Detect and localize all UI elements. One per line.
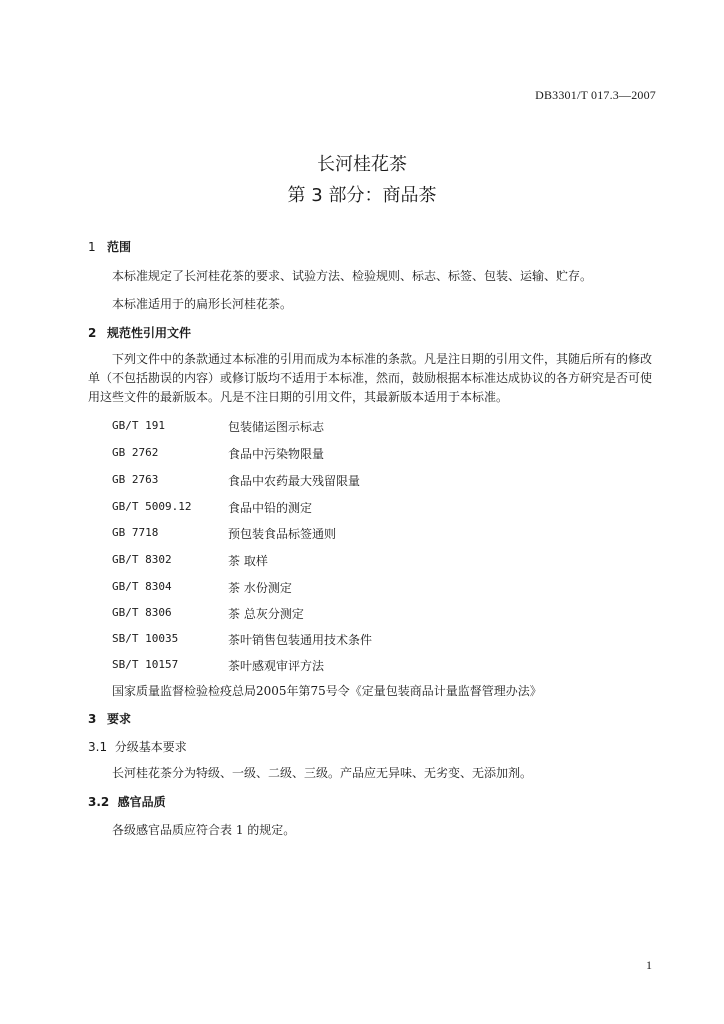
document-subtitle: 第 3 部分：商品茶 (287, 185, 437, 206)
reference-title: 茶 取样 (228, 554, 268, 568)
section-1-paragraph-1: 本标准规定了长河桂花茶的要求、试验方法、检验规则、标志、标签、包装、运输、贮存。 (112, 269, 593, 283)
reference-code: SB/T 10157 (112, 658, 179, 671)
section-3-heading (88, 710, 131, 727)
reference-code: GB/T 8302 (112, 553, 172, 566)
reference-code: GB/T 191 (112, 419, 165, 432)
section-1-heading (88, 238, 131, 255)
section-3-2-heading (88, 793, 166, 810)
reference-code: GB 7718 (112, 526, 159, 539)
section-2-intro: 下列文件中的条款通过本标准的引用而成为本标准的条款。凡是注日期的引用文件，其随后所有的修改单（不包括勘误的内容）或修订版均不适用于本标准，然而，鼓励根据本标准达成协议的各方研究是否可使用这些文件的最新版本。凡是不注日期的引用文件，其最新版本适用于本标准。 (88, 352, 653, 404)
reference-title: 食品中污染物限量 (228, 447, 325, 461)
reference-title: 食品中农药最大残留限量 (228, 474, 361, 488)
reference-title: 茶叶销售包装通用技术条件 (228, 633, 373, 647)
reference-title: 包装储运图示标志 (228, 420, 325, 434)
section-title: 要求 (107, 712, 132, 726)
reference-title: 茶 水份测定 (228, 581, 292, 595)
reference-code: GB 2763 (112, 473, 159, 486)
reference-code: GB/T 5009.12 (112, 500, 192, 513)
reference-code: GB 2762 (112, 446, 159, 459)
reference-title: 预包装食品标签通则 (228, 527, 337, 541)
reference-code: GB/T 8304 (112, 580, 172, 593)
section-3-1-heading (88, 738, 187, 755)
section-number: 3 (88, 712, 97, 726)
reference-code: SB/T 10035 (112, 632, 179, 645)
reference-code: GB/T 8306 (112, 606, 172, 619)
section-number: 1 (88, 240, 96, 254)
section-title: 范围 (107, 240, 132, 254)
section-2-heading (88, 324, 191, 341)
section-1-paragraph-2: 本标准适用于的扁形长河桂花茶。 (112, 297, 293, 311)
section-3-1-text: 长河桂花茶分为特级、一级、二级、三级。产品应无异味、无劣变、无添加剂。 (112, 766, 533, 780)
reference-title: 茶叶感观审评方法 (228, 659, 325, 673)
section-2-extra-reference: 国家质量监督检验检疫总局2005年第75号令《定量包装商品计量监督管理办法》 (112, 684, 542, 698)
section-3-2-text: 各级感官品质应符合表 1 的规定。 (112, 823, 296, 837)
subsection-number: 3.1 (88, 740, 108, 754)
section-title: 规范性引用文件 (107, 326, 192, 340)
section-number: 2 (88, 326, 97, 340)
document-title: 长河桂花茶 (317, 154, 407, 175)
subsection-number: 3.2 (88, 795, 110, 809)
reference-title: 茶 总灰分测定 (228, 607, 304, 621)
document-code: DB3301/T 017.3—2007 (535, 88, 656, 102)
page-number: 1 (646, 958, 652, 972)
subsection-title: 感官品质 (117, 795, 166, 809)
reference-title: 食品中铅的测定 (228, 501, 313, 515)
subsection-title: 分级基本要求 (114, 740, 187, 754)
